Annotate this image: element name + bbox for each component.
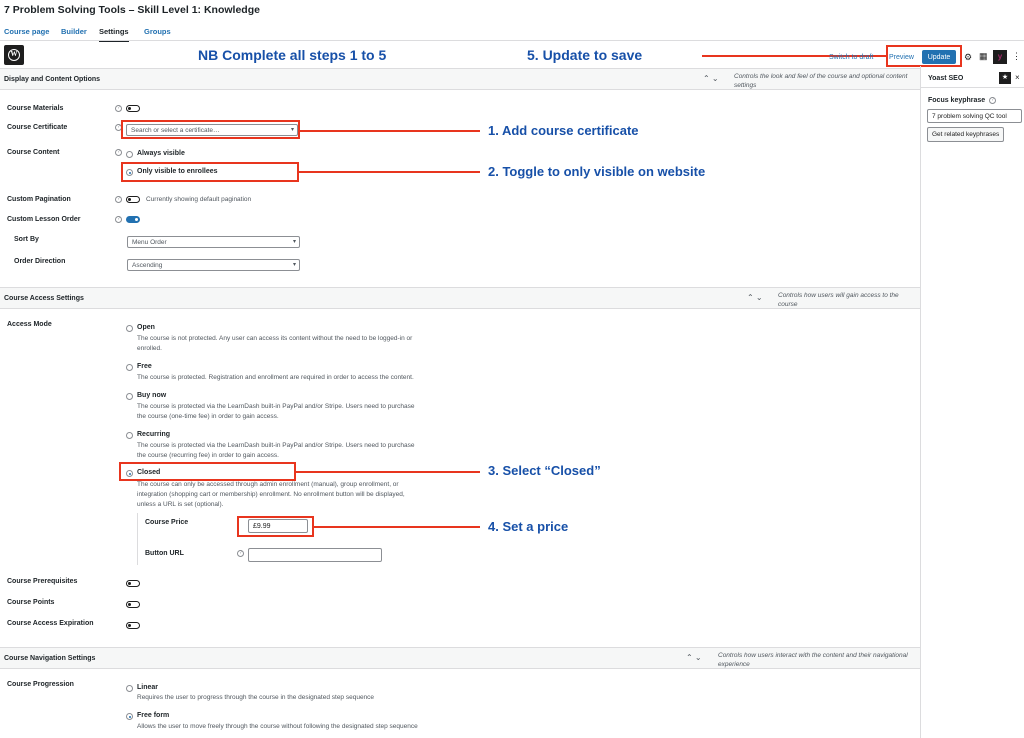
more-options-icon[interactable]: ⋮	[1012, 51, 1021, 61]
custom-pagination-toggle[interactable]	[126, 196, 140, 203]
help-icon[interactable]: ?	[989, 97, 996, 104]
order-direction-select[interactable]: Ascending ▾	[127, 259, 300, 271]
sidebar-divider	[920, 66, 921, 738]
tab-builder[interactable]: Builder	[61, 27, 87, 36]
sort-by-select[interactable]: Menu Order ▾	[127, 236, 300, 248]
help-icon[interactable]: ?	[115, 149, 122, 156]
help-icon[interactable]: ?	[115, 105, 122, 112]
free-form-desc: Allows the user to move freely through the course without following the designated step sequence	[137, 723, 418, 730]
switch-to-draft-button[interactable]: Switch to draft	[829, 54, 874, 61]
help-icon[interactable]: ?	[115, 216, 122, 223]
only-enrollees-label: Only visible to enrollees	[137, 168, 218, 175]
order-direction-label: Order Direction	[14, 258, 66, 265]
grid-icon[interactable]: ▦	[979, 51, 988, 61]
step2-callout: 2. Toggle to only visible on website	[488, 164, 706, 179]
course-access-expiration-label: Course Access Expiration	[7, 620, 94, 627]
page-title: 7 Problem Solving Tools – Skill Level 1: Knowledge	[4, 4, 260, 16]
tab-groups[interactable]: Groups	[144, 27, 171, 36]
access-section-title: Course Access Settings	[4, 295, 84, 302]
step3-highlight-box	[119, 462, 296, 481]
course-points-label: Course Points	[7, 599, 55, 606]
course-price-input[interactable]: £9.99	[248, 519, 308, 533]
free-form-radio[interactable]	[126, 713, 133, 720]
button-url-label: Button URL	[145, 550, 184, 557]
certificate-select[interactable]: Search or select a certificate… ▾	[126, 124, 298, 136]
linear-desc: Requires the user to progress through the course in the designated step sequence	[137, 694, 375, 701]
access-open-label: Open	[137, 324, 155, 331]
button-url-input[interactable]	[248, 548, 382, 562]
focus-keyphrase-input[interactable]: 7 problem solving QC tool	[927, 109, 1022, 123]
access-mode-label: Access Mode	[7, 321, 52, 328]
help-icon[interactable]: ?	[115, 196, 122, 203]
step1-highlight-box	[121, 120, 300, 139]
free-form-label: Free form	[137, 712, 170, 719]
navigation-section-title: Course Navigation Settings	[4, 655, 96, 662]
access-buy-now-label: Buy now	[137, 392, 167, 399]
tab-course-page[interactable]: Course page	[4, 27, 50, 36]
access-section-desc: Controls how users will gain access to the course	[778, 292, 899, 308]
pagination-note: Currently showing default pagination	[146, 196, 252, 203]
gear-icon[interactable]: ⚙	[964, 52, 973, 62]
chevron-up-down-icon[interactable]: ⌃ ⌄	[747, 293, 763, 302]
linear-label: Linear	[137, 684, 159, 691]
display-section-desc: Controls the look and feel of the course and optional content settings	[734, 73, 908, 89]
access-recurring-label: Recurring	[137, 431, 171, 438]
access-recurring-radio[interactable]	[126, 432, 133, 439]
update-button[interactable]: Update	[922, 50, 956, 64]
access-open-radio[interactable]	[126, 325, 133, 332]
step3-callout: 3. Select “Closed”	[488, 463, 601, 478]
access-open-desc: The course is not protected. Any user can access its content without the need to be logged-in or enrolled.	[137, 335, 413, 352]
access-closed-label: Closed	[137, 469, 161, 476]
custom-lesson-order-toggle[interactable]	[126, 216, 140, 223]
step4-callout: 4. Set a price	[488, 519, 569, 534]
access-free-radio[interactable]	[126, 364, 133, 371]
get-related-keyphrases-button[interactable]: Get related keyphrases	[927, 127, 1004, 142]
step1-callout: 1. Add course certificate	[488, 123, 639, 138]
course-access-expiration-toggle[interactable]	[126, 622, 140, 629]
access-closed-desc: The course can only be accessed through admin enrollment (manual), group enrollment, or integration (shopping cart or membership) enrollment. No enrollment button will be displayed, unless a URL is set (optional).	[137, 481, 405, 508]
yoast-icon[interactable]: y	[993, 50, 1007, 64]
step5-note: 5. Update to save	[527, 47, 643, 63]
navigation-section-desc: Controls how users interact with the content and their navigational experience	[718, 652, 908, 668]
course-prerequisites-label: Course Prerequisites	[7, 578, 78, 585]
step3-arrow-line	[296, 471, 480, 473]
step4-arrow-line	[314, 526, 480, 528]
tab-settings[interactable]: Settings	[99, 27, 129, 42]
help-icon[interactable]: ?	[237, 550, 244, 557]
yoast-sidebar-title: Yoast SEO	[928, 75, 964, 82]
course-content-label: Course Content	[7, 149, 60, 156]
course-points-toggle[interactable]	[126, 601, 140, 608]
course-price-label: Course Price	[145, 519, 189, 526]
course-progression-label: Course Progression	[7, 681, 74, 688]
custom-lesson-order-label: Custom Lesson Order	[7, 216, 81, 223]
course-certificate-label: Course Certificate	[7, 124, 68, 131]
step5-highlight-box	[886, 45, 962, 67]
close-icon[interactable]: ×	[1015, 73, 1020, 82]
course-materials-label: Course Materials	[7, 105, 64, 112]
step2-arrow-line	[299, 171, 480, 173]
tab-divider	[0, 40, 1024, 41]
step4-highlight-box	[237, 516, 314, 537]
display-section-title: Display and Content Options	[4, 76, 101, 83]
instruction-note: NB Complete all steps 1 to 5	[198, 47, 387, 63]
always-visible-radio[interactable]	[126, 151, 133, 158]
focus-keyphrase-label: Focus keyphrase	[928, 97, 986, 104]
star-icon[interactable]: ★	[999, 72, 1011, 84]
access-free-label: Free	[137, 363, 152, 370]
access-recurring-desc: The course is protected via the LearnDash built-in PayPal and/or Stripe. Users need to purchase the course (recurring fee) in order to gain access.	[137, 442, 415, 459]
always-visible-label: Always visible	[137, 150, 185, 157]
access-buy-now-desc: The course is protected via the LearnDash built-in PayPal and/or Stripe. Users need to purchase the course (one-time fee) in order to gain access.	[137, 403, 415, 420]
linear-radio[interactable]	[126, 685, 133, 692]
chevron-up-down-icon[interactable]: ⌃ ⌄	[686, 653, 702, 662]
access-buy-now-radio[interactable]	[126, 393, 133, 400]
custom-pagination-label: Custom Pagination	[7, 196, 71, 203]
step2-highlight-box	[121, 162, 299, 182]
course-materials-toggle[interactable]	[126, 105, 140, 112]
preview-button[interactable]: Preview	[889, 54, 914, 61]
help-icon[interactable]: ?	[115, 124, 122, 131]
wordpress-logo-icon[interactable]: W	[4, 45, 24, 65]
closed-settings-border	[137, 513, 138, 565]
course-prerequisites-toggle[interactable]	[126, 580, 140, 587]
access-free-desc: The course is protected. Registration and enrollment are required in order to access the content.	[137, 374, 414, 381]
step1-arrow-line	[300, 130, 480, 132]
sort-by-label: Sort By	[14, 236, 39, 243]
chevron-up-down-icon[interactable]: ⌃ ⌄	[703, 74, 719, 83]
